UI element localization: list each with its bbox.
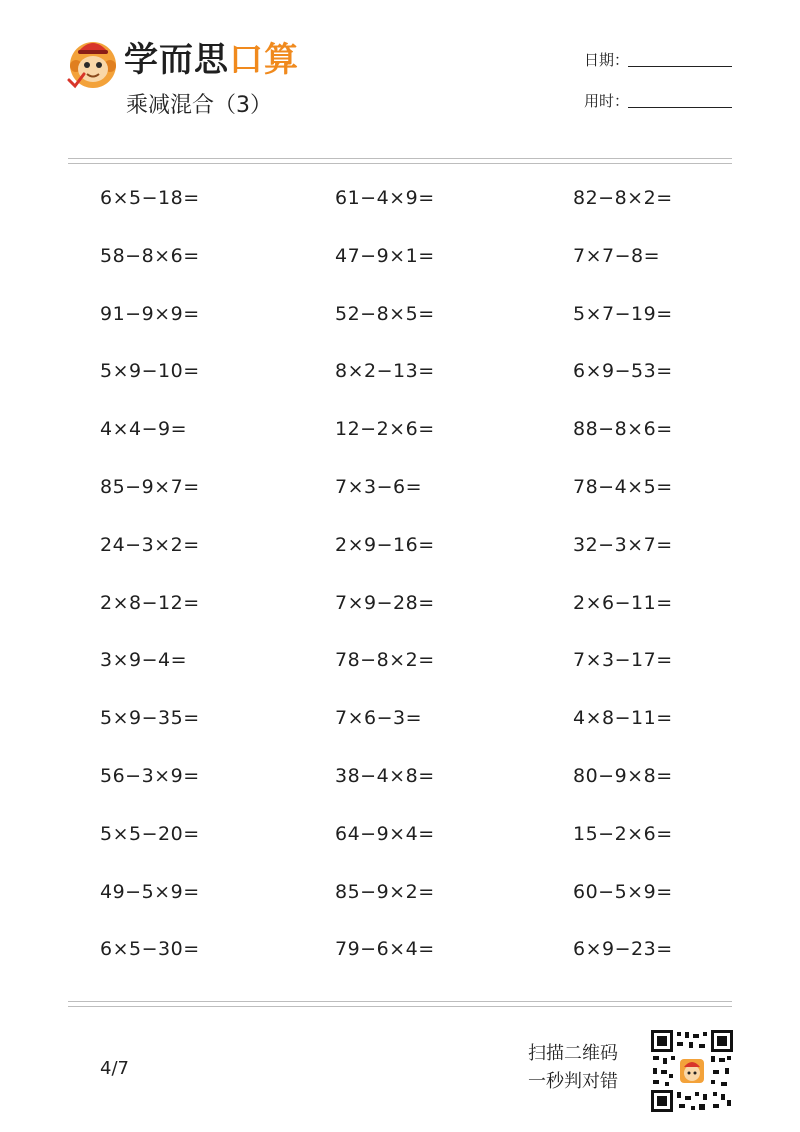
problem-row: [100, 299, 740, 357]
problem-row: [100, 934, 740, 992]
problem: 32−3×7=: [573, 533, 673, 556]
problem: 2×8−12=: [100, 591, 200, 614]
problem: 82−8×2=: [573, 187, 673, 209]
problem-row: [100, 414, 740, 472]
scan-line-1: 扫描二维码: [528, 1043, 618, 1064]
problem: 5×9−10=: [100, 360, 200, 383]
problem: 6×5−30=: [100, 938, 200, 961]
time-blank-line: [628, 107, 732, 108]
problem-row: [100, 703, 740, 761]
problem: 85−9×2=: [335, 880, 435, 903]
problem-row: [100, 356, 740, 414]
problem: 7×9−28=: [335, 591, 435, 614]
brand-title: [124, 38, 299, 82]
problem: 78−8×2=: [335, 649, 435, 672]
problem: 5×7−19=: [573, 302, 673, 325]
problem: 58−8×6=: [100, 244, 200, 267]
problem: 15−2×6=: [573, 822, 673, 845]
brand-product: 口算: [229, 40, 299, 80]
problem: 5×5−20=: [100, 822, 200, 845]
problem: 80−9×8=: [573, 764, 673, 787]
bottom-divider-inner: [68, 1006, 732, 1007]
problem: 49−5×9=: [100, 880, 200, 903]
problem: 64−9×4=: [335, 822, 435, 845]
problem: 3×9−4=: [100, 649, 188, 672]
problem: 38−4×8=: [335, 764, 435, 787]
problem: 4×8−11=: [573, 707, 673, 730]
date-field[interactable]: [584, 50, 629, 70]
problem: 78−4×5=: [573, 475, 673, 498]
date-blank-line: [628, 66, 732, 67]
problem-row: [100, 472, 740, 530]
scan-instructions: [528, 1040, 618, 1096]
problem: 7×6−3=: [335, 707, 423, 730]
problem: 56−3×9=: [100, 764, 200, 787]
problem: 8×2−13=: [335, 360, 435, 383]
problem-grid: [100, 183, 740, 992]
page-number: 4/7: [100, 1058, 129, 1079]
problem: 88−8×6=: [573, 418, 673, 441]
problem: 79−6×4=: [335, 938, 435, 961]
problem-row: [100, 241, 740, 299]
problem: 2×9−16=: [335, 533, 435, 556]
problem: 6×5−18=: [100, 187, 200, 209]
scan-line-2: 一秒判对错: [528, 1071, 618, 1092]
brand-name: 学而思: [124, 40, 229, 80]
problem: 2×6−11=: [573, 591, 673, 614]
worksheet-title: 乘减混合（3）: [126, 93, 272, 118]
top-divider: [68, 158, 732, 159]
problem: 91−9×9=: [100, 302, 200, 325]
problem: 12−2×6=: [335, 418, 435, 441]
problem: 61−4×9=: [335, 187, 435, 209]
monkey-logo-icon: [66, 36, 120, 90]
problem: 4×4−9=: [100, 418, 188, 441]
problem: 7×3−17=: [573, 649, 673, 672]
problem-row: [100, 819, 740, 877]
qr-code-icon[interactable]: [651, 1030, 733, 1112]
time-label: 用时：: [584, 92, 630, 110]
problem: 60−5×9=: [573, 880, 673, 903]
problem: 6×9−53=: [573, 360, 673, 383]
time-field[interactable]: [584, 91, 629, 111]
problem-row: [100, 530, 740, 588]
problem-row: [100, 761, 740, 819]
bottom-divider: [68, 1001, 732, 1002]
top-divider-inner: [68, 163, 732, 164]
problem: 6×9−23=: [573, 938, 673, 961]
problem-row: [100, 645, 740, 703]
problem: 5×9−35=: [100, 707, 200, 730]
problem-row: [100, 588, 740, 646]
problem-row: [100, 877, 740, 935]
problem: 47−9×1=: [335, 244, 435, 267]
problem: 7×3−6=: [335, 475, 423, 498]
problem: 24−3×2=: [100, 533, 200, 556]
date-label: 日期：: [584, 51, 630, 69]
problem-row: [100, 183, 740, 241]
problem: 85−9×7=: [100, 475, 200, 498]
problem: 52−8×5=: [335, 302, 435, 325]
problem: 7×7−8=: [573, 244, 661, 267]
